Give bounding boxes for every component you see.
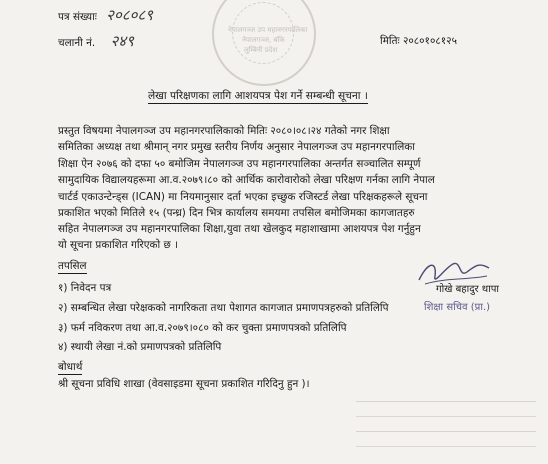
tapasil-heading: तपसिल	[58, 260, 87, 272]
office-seal-logo	[212, 0, 316, 86]
body-line-3: शिक्षा ऐन २०७६ को दफा ५० बमोजिम नेपालगञ्ज उप महानगरपालिका अन्तर्गत सञ्चालित सम्पूर्ण	[58, 158, 421, 170]
notice-subject: लेखा परिक्षणका लागि आशयपत्र पेश गर्ने सम्बन्धी सूचना ।	[148, 90, 368, 102]
ref-number-row	[58, 8, 153, 24]
tapasil-item-2: २) सम्बन्धित लेखा परेक्षकको नागरिकता तथा पेशागत कागजात प्रमाणपत्रहरुको प्रतिलिपि	[58, 302, 389, 314]
body-line-2: समितिका अध्यक्ष तथा श्रीमान् नगर प्रमुख स्तरीय निर्णय अनुसार नेपालगञ्ज उप महानगरपालिका	[58, 141, 415, 153]
signatory-title: शिक्षा सचिव (प्रा.)	[424, 302, 491, 313]
bodhartha-heading: बोधार्थ	[58, 361, 83, 373]
seal-text-line-1: नेपालगञ्ज उप महानगरपालिका	[228, 26, 308, 34]
date-value: २०८०१०८१२५	[402, 35, 457, 47]
signatory-name: गोखे बहादुर थापा	[436, 284, 500, 295]
tapasil-item-4: ४) स्थायी लेखा नं.को प्रमाणपत्रको प्रतिलिपि	[58, 341, 222, 353]
date-label: मितिः	[380, 35, 400, 47]
body-line-1: प्रस्तुत विषयमा नेपालगञ्ज उप महानगरपालिकाको मितिः २०८०।०८।२४ गतेको नगर शिक्षा	[58, 125, 390, 137]
dispatch-number-value: २४९	[110, 32, 134, 50]
date-row	[380, 34, 457, 48]
dispatch-number-row	[58, 34, 134, 50]
seal-text-line-3: लुम्बिनी प्रदेश	[244, 46, 278, 54]
tapasil-item-3: ३) फर्म नविकरण तथा आ.व.२०७९।०८० को कर चुक्ता प्रमाणपत्रको प्रतिलिपि	[58, 322, 347, 334]
body-line-6: प्रकाशित भएको मितिले १५ (पन्ध्र) दिन भित्र कार्यालय समयमा तपसिल बमोजिमका कागजातहरु	[58, 207, 415, 219]
ref-number-label: पत्र संख्याः	[58, 11, 97, 23]
body-line-8: यो सूचना प्रकाशित गरिएको छ ।	[58, 239, 179, 251]
tapasil-item-1: १) निवेदन पत्र	[58, 282, 112, 294]
body-line-7: सहित नेपालगञ्ज उप महानगरपालिका शिक्षा,युवा तथा खेलकुद महाशाखामा आशयपत्र पेश गर्नुहुन	[58, 223, 421, 235]
body-line-4: सामुदायिक विद्यालयहरूमा आ.व.२०७९।८० को आर्थिक कारोवारोको लेखा परिक्षण गर्नका लागि नेपाल	[58, 174, 435, 186]
ref-number-value: २०८०८९	[106, 6, 153, 24]
seal-text-line-2: नेपालगञ्ज, बाँके	[242, 36, 285, 44]
dispatch-number-label: चलानी नं.	[58, 37, 96, 49]
bodhartha-line: श्री सूचना प्रविधि शाखा (वेवसाइडमा सूचना प्रकाशित गरिदिनु हुन )।	[58, 378, 310, 390]
bleed-through-texture	[356, 395, 536, 455]
body-line-5: चार्टर्ड एकाउन्टेन्ड्स (ICAN) मा नियमानुसार दर्ता भएका इच्छुक रजिस्टर्ड लेखा परिक्षकहरूले सूचना	[58, 191, 428, 203]
